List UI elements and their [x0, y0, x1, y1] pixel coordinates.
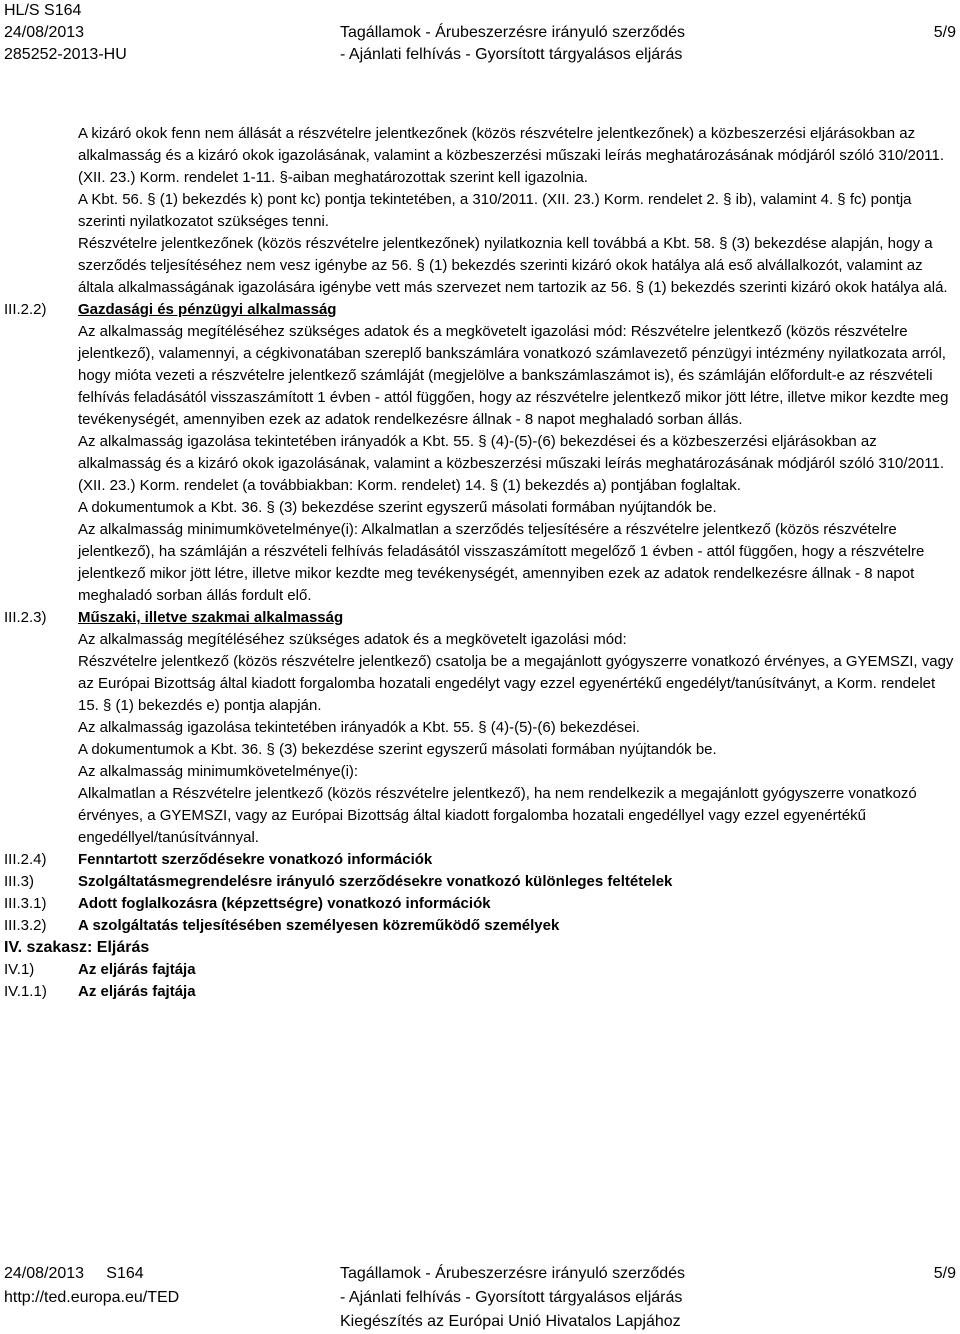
header-page-number: 5/9: [933, 24, 956, 41]
section-content: [78, 299, 960, 607]
section-content: [78, 871, 960, 893]
section-paragraph: A Kbt. 56. § (1) bekezdés k) pont kc) pontja tekintetében, a 310/2011. (XII. 23.) Korm. rendelet 2. § ib), valamint 4. § fc) pontja szerinti nyilatkozatot szükséges tenni.: [78, 191, 912, 230]
footer-subtitle: - Ajánlati felhívás - Gyorsított tárgyalásos eljárás: [340, 1289, 683, 1306]
footer-page-number: 5/9: [933, 1265, 956, 1282]
section-4-heading: IV. szakasz: Eljárás: [4, 939, 150, 956]
section-row: [0, 849, 960, 871]
section-content: [78, 915, 960, 937]
section-row: [0, 607, 960, 849]
footer-supplement: Kiegészítés az Európai Unió Hivatalos Lapjához: [340, 1313, 681, 1330]
section-number: III.3): [4, 873, 35, 890]
section-paragraph: A kizáró okok fenn nem állását a részvételre jelentkezőnek (közös részvételre jelentkezőnek) a közbeszerzési eljárásokban az alkalmasság és a kizáró okok igazolásának, valamint a közbeszerzési műszaki leírás meghatározásának módjáról szóló 310/2011. (XII. 23.) Korm. rendelet 1-11. §-aiban meghatározottak szerint kell igazolnia.: [78, 125, 944, 186]
header-notice-id: 285252-2013-HU: [4, 46, 127, 63]
section-paragraph: Alkalmatlan a Részvételre jelentkező (közös részvételre jelentkező), ha nem rendelkezik a megajánlott gyógyszerre vonatkozó érvényes, a GYEMSZI, vagy az Európai Bizottság által kiadott forgalomba hozatali engedéllyel vagy ezzel egyenértékű engedéllyel/tanúsítvánnyal.: [78, 785, 917, 846]
section-number: III.2.3): [4, 609, 47, 626]
section-row: [0, 893, 960, 915]
section-content: [78, 849, 960, 871]
section-title: Gazdasági és pénzügyi alkalmasság: [78, 301, 337, 318]
header-left: [4, 0, 127, 66]
section-row: [0, 123, 960, 299]
header-date: 24/08/2013: [4, 24, 85, 41]
section-number: III.2.2): [4, 301, 47, 318]
section-content: [78, 123, 960, 299]
section-title: Az eljárás fajtája: [78, 961, 196, 978]
footer-center: [340, 1262, 685, 1334]
section-row: [0, 871, 960, 893]
section-paragraph: Részvételre jelentkezőnek (közös részvételre jelentkezőnek) nyilatkoznia kell továbbá a Kbt. 58. § (3) bekezdése alapján, hogy a szerződés teljesítéséhez nem vesz igénybe az 56. § (1) bekezdés szerinti kizáró okok hatálya alá eső alvállalkozót, valamint az általa alkalmasságának igazolására igénybe vett más szervezet nem tartozik az 56. § (1) bekezdés szerinti kizáró okok hatálya alá.: [78, 235, 948, 296]
header-center: [340, 22, 685, 66]
section-title: A szolgáltatás teljesítésében személyesen közreműködő személyek: [78, 917, 560, 934]
section-paragraph: A dokumentumok a Kbt. 36. § (3) bekezdése szerint egyszerű másolati formában nyújtandók be.: [78, 499, 717, 516]
section-paragraph: Az alkalmasság megítéléséhez szükséges adatok és a megkövetelt igazolási mód: Részvételre jelentkező (közös részvételre jelentkező), valamennyi, a cégkivonatában szereplő bankszámlára vonatkozó számlavezető pénzügyi intézmény nyilatkozata arról, hogy mióta vezeti a részvételre jelentkező számláját (megjelölve a bankszámlaszámot is), és számláján előfordult-e az részvételi felhívás feladásától visszaszámított 1 évben - attól függően, hogy az részvételre jelentkező mikor jött létre, illetve mikor kezdte meg tevékenységét, amennyiben ezek az adatok rendelkezésre állnak - 8 napot meghaladó sorban állás.: [78, 323, 949, 428]
section-paragraph: Az alkalmasság igazolása tekintetében irányadók a Kbt. 55. § (4)-(5)-(6) bekezdései és a közbeszerzési eljárásokban az alkalmasság és a kizáró okok igazolásának, valamint a közbeszerzési műszaki leírás meghatározásának módjáról szóló 310/2011. (XII. 23.) Korm. rendelet (a továbbiakban: Korm. rendelet) 14. § (1) bekezdés a) pontjában foglaltak.: [78, 433, 944, 494]
page-footer: [0, 1262, 960, 1334]
section-number: III.2.4): [4, 851, 47, 868]
section-paragraph: Az alkalmasság igazolása tekintetében irányadók a Kbt. 55. § (4)-(5)-(6) bekezdései.: [78, 719, 640, 736]
section-paragraph: A dokumentumok a Kbt. 36. § (3) bekezdése szerint egyszerű másolati formában nyújtandók be.: [78, 741, 717, 758]
section-row: [0, 915, 960, 937]
section-content: [78, 607, 960, 849]
section-paragraph: Részvételre jelentkező (közös részvételre jelentkező) csatolja be a megajánlott gyógyszerre vonatkozó érvényes, a GYEMSZI, vagy az Európai Bizottság által kiadott forgalomba hozatali engedélyt vagy ezzel egyenértékű engedélyt/tanúsítványt, a Korm. rendelet 15. § (1) bekezdés e) pontja alapján.: [78, 653, 954, 714]
header-title: Tagállamok - Árubeszerzésre irányuló szerződés: [340, 24, 686, 41]
section-title: Szolgáltatásmegrendelésre irányuló szerződésekre vonatkozó különleges feltételek: [78, 873, 673, 890]
footer-url: http://ted.europa.eu/TED: [4, 1289, 180, 1306]
section-number: IV.1.1): [4, 983, 47, 1000]
section-title: Műszaki, illetve szakmai alkalmasság: [78, 609, 344, 626]
section-row: [0, 299, 960, 607]
section-number: IV.1): [4, 961, 35, 978]
section-paragraph: Az alkalmasság minimumkövetelménye(i): Alkalmatlan a szerződés teljesítésére a részvételre jelentkező (közös részvételre jelentkező), ha számláján a részvételi felhívás feladásától visszaszámított megelőző 1 évben - attól függően, hogy a részvételre jelentkező mikor jött létre, illetve mikor kezdte meg tevékenységét, amennyiben ezek az adatok rendelkezésre állnak - 8 napot meghaladó sorban állás fordult elő.: [78, 521, 925, 604]
header-subtitle: - Ajánlati felhívás - Gyorsított tárgyalásos eljárás: [340, 46, 683, 63]
section-paragraph: Az alkalmasság minimumkövetelménye(i):: [78, 763, 359, 780]
document-body: [0, 123, 960, 1003]
page-header: [0, 0, 960, 70]
footer-date: 24/08/2013 S164: [4, 1265, 144, 1282]
section-paragraph: Az alkalmasság megítéléséhez szükséges adatok és a megkövetelt igazolási mód:: [78, 631, 627, 648]
section-row: [0, 981, 960, 1003]
section-number: III.3.2): [4, 917, 47, 934]
section-title: Adott foglalkozásra (képzettségre) vonatkozó információk: [78, 895, 491, 912]
section-number: [0, 123, 78, 299]
footer-left: [4, 1262, 179, 1310]
section-title: Az eljárás fajtája: [78, 983, 196, 1000]
section-content: [78, 893, 960, 915]
section-number: III.3.1): [4, 895, 47, 912]
section-title: Fenntartott szerződésekre vonatkozó információk: [78, 851, 433, 868]
footer-title: Tagállamok - Árubeszerzésre irányuló szerződés: [340, 1265, 686, 1282]
section-row: [0, 959, 960, 981]
header-series: HL/S S164: [4, 2, 82, 19]
